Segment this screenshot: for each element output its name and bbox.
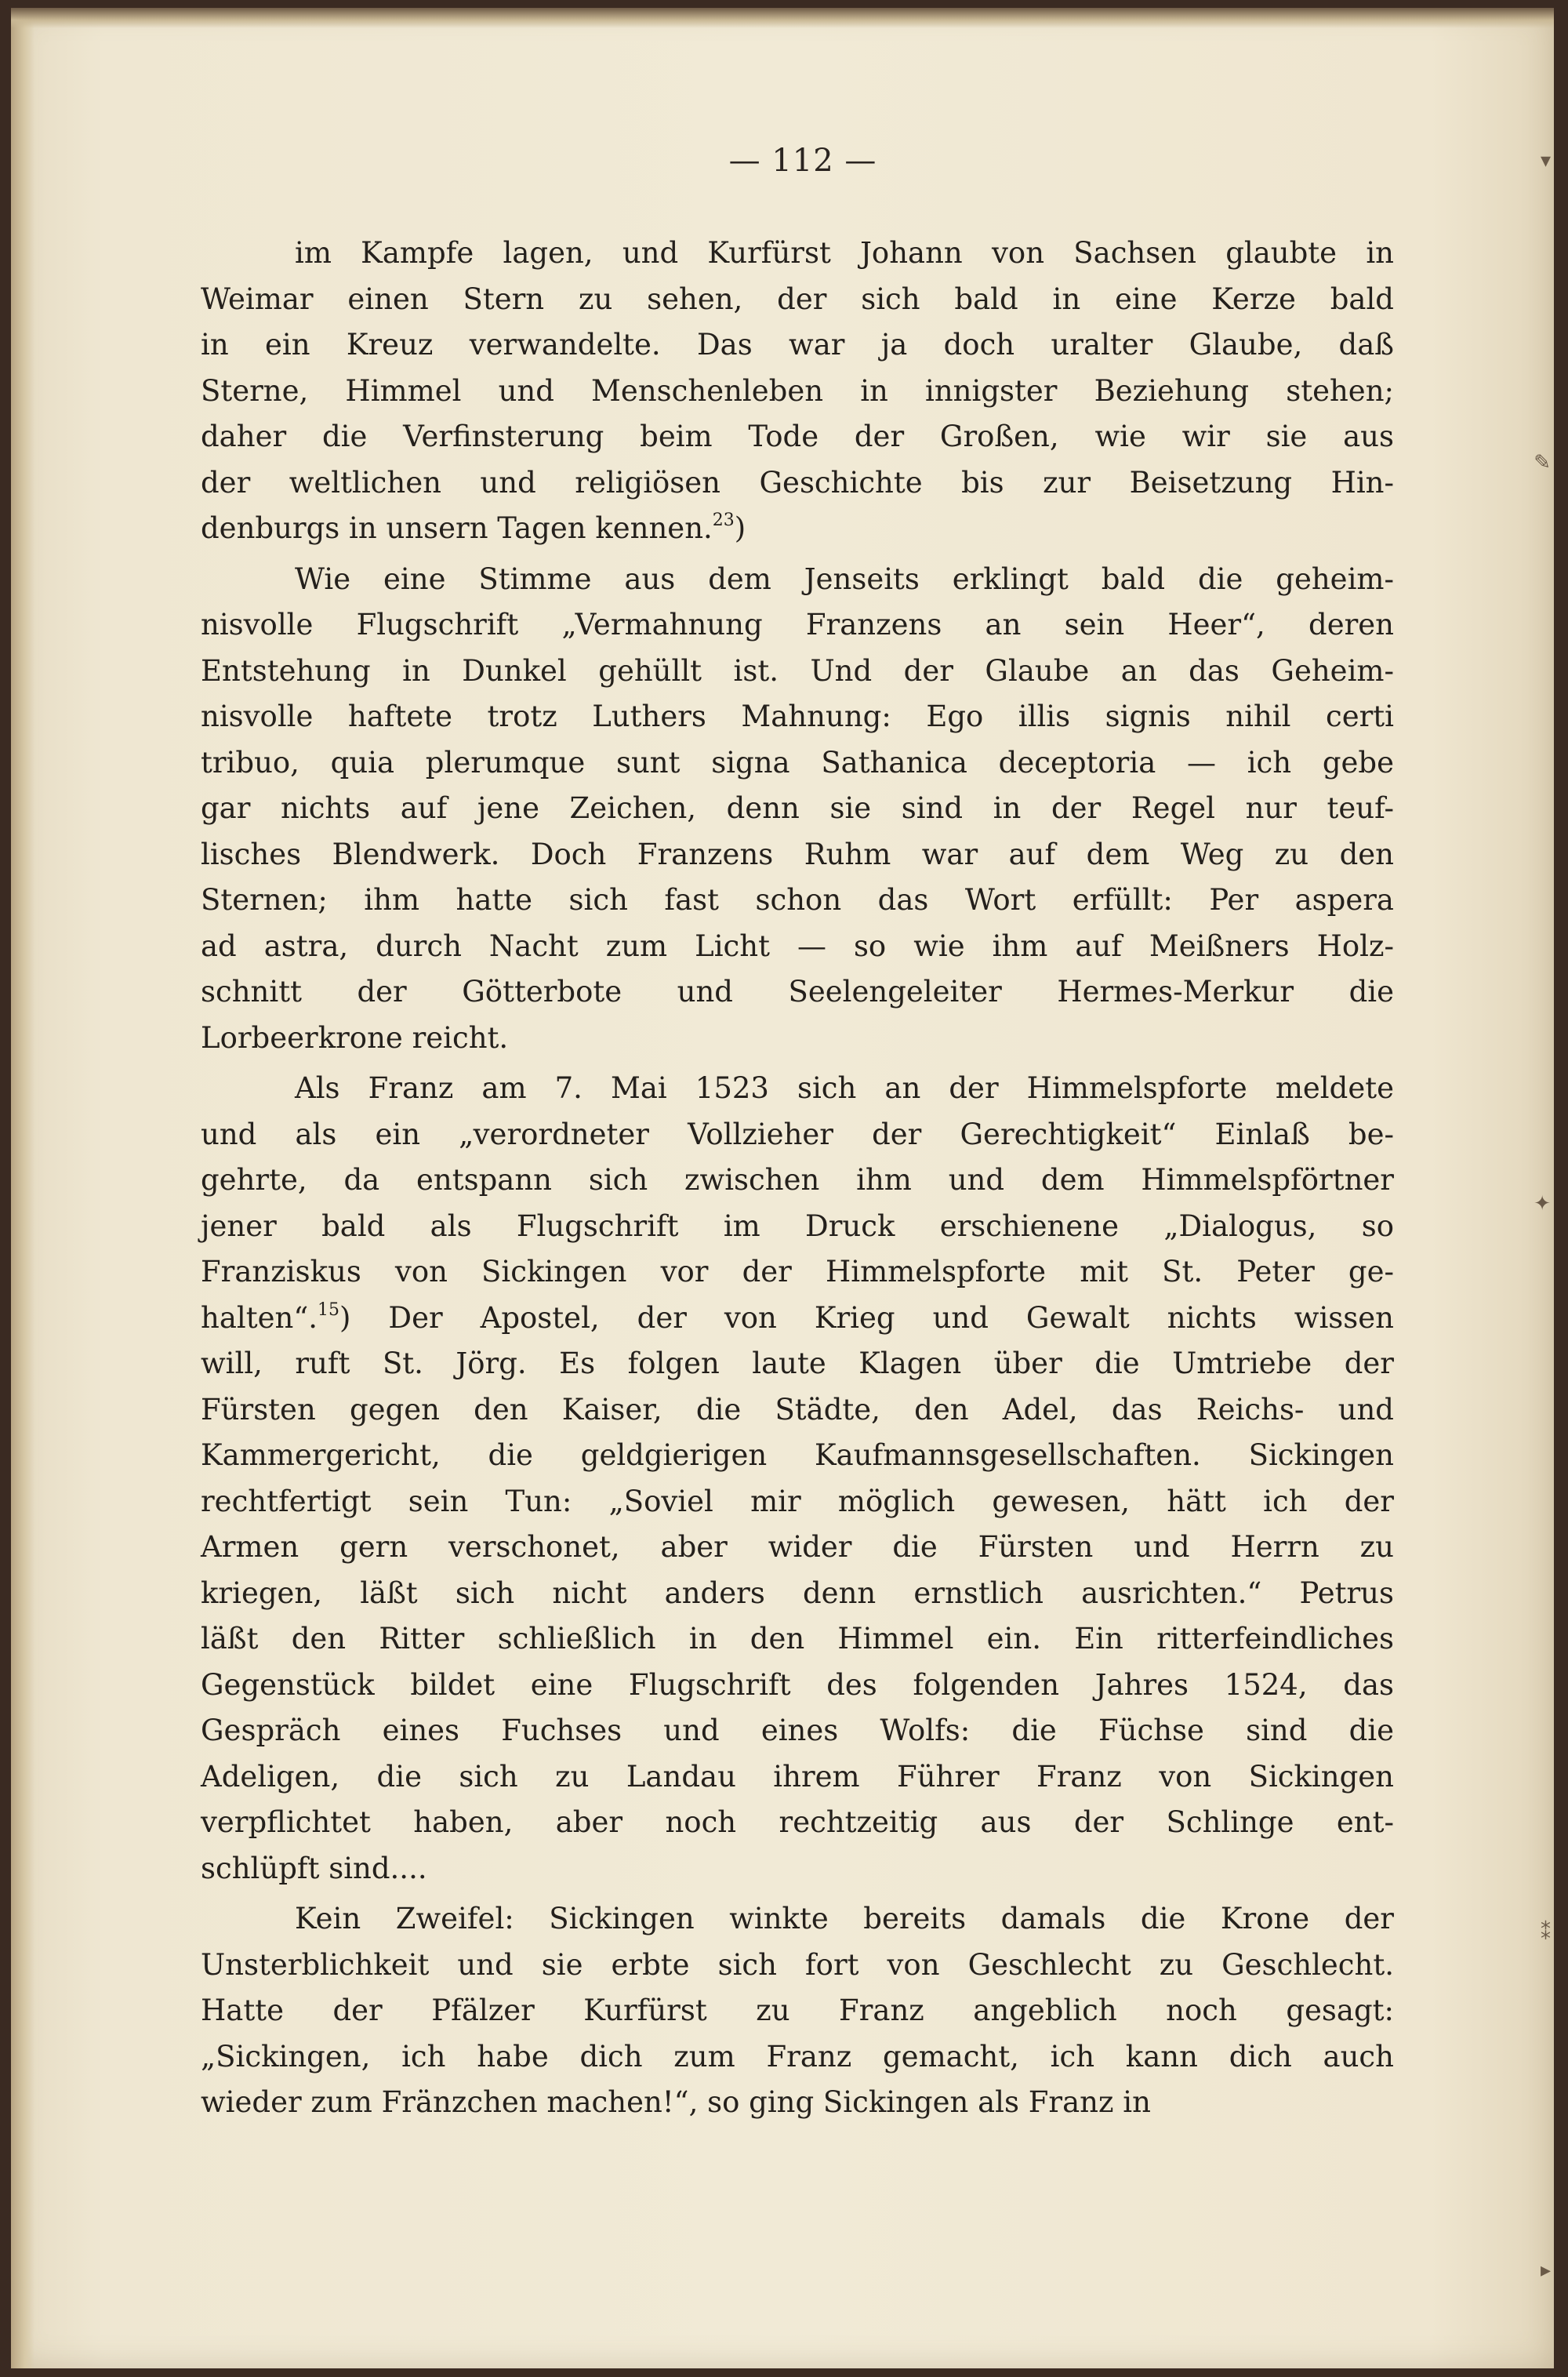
text-line bbox=[201, 969, 1394, 1016]
text-line bbox=[201, 369, 1394, 415]
text-line bbox=[201, 231, 1394, 277]
text-line bbox=[201, 1708, 1394, 1754]
footnote-ref: 15 bbox=[318, 1299, 339, 1320]
line-text: Kein Zweifel: Sickingen winkte bereits damals die Krone der bbox=[295, 1902, 1394, 1935]
page-top-edge bbox=[11, 8, 1554, 28]
line-text: schnitt der Götterbote und Seelengeleiter Hermes-Merkur die bbox=[201, 975, 1394, 1009]
page-gutter bbox=[11, 8, 34, 2368]
text-line bbox=[201, 1800, 1394, 1846]
paragraph bbox=[201, 231, 1394, 552]
line-text: Sterne, Himmel und Menschenleben in innigster Beziehung stehen; bbox=[201, 373, 1394, 408]
line-text: denburgs in unsern Tagen kennen. bbox=[201, 511, 713, 545]
line-text: nisvolle Flugschrift „Vermahnung Franzens an sein Heer“, deren bbox=[201, 608, 1394, 641]
line-text-continuation: ) bbox=[734, 511, 746, 545]
book-page bbox=[11, 8, 1554, 2368]
text-line bbox=[201, 322, 1394, 369]
text-line bbox=[201, 1988, 1394, 2034]
text-line bbox=[201, 557, 1394, 603]
line-text: Weimar einen Stern zu sehen, der sich bald in eine Kerze bald bbox=[201, 282, 1394, 316]
line-text: wieder zum Fränzchen machen!“, so ging Sickingen als Franz in bbox=[201, 2085, 1151, 2119]
line-text: Gegenstück bildet eine Flugschrift des folgenden Jahres 1524, das bbox=[201, 1667, 1394, 1702]
text-line bbox=[201, 1158, 1394, 1204]
text-line bbox=[201, 1663, 1394, 1709]
margin-mark-icon: ✎ bbox=[1534, 451, 1551, 474]
line-text: Armen gern verschonet, aber wider die Fürsten und Herrn zu bbox=[201, 1530, 1394, 1564]
text-line bbox=[201, 1296, 1394, 1342]
text-line bbox=[201, 1754, 1394, 1801]
body-text bbox=[201, 231, 1394, 2126]
line-text: Adeligen, die sich zu Landau ihrem Führer Franz von Sickingen bbox=[201, 1759, 1394, 1794]
text-line bbox=[201, 414, 1394, 460]
text-line bbox=[201, 2080, 1394, 2126]
text-line bbox=[201, 878, 1394, 924]
line-text: nisvolle haftete trotz Luthers Mahnung: Ego illis signis nihil certi bbox=[201, 700, 1394, 733]
margin-mark-icon: ▸ bbox=[1540, 2259, 1551, 2282]
line-text: Unsterblichkeit und sie erbte sich fort von Geschlecht zu Geschlecht. bbox=[201, 1947, 1394, 1982]
line-text: „Sickingen, ich habe dich zum Franz gemacht, ich kann dich auch bbox=[201, 2039, 1394, 2074]
line-text: schlüpft sind.... bbox=[201, 1851, 427, 1885]
paragraph bbox=[201, 557, 1394, 1062]
line-text: in ein Kreuz verwandelte. Das war ja doch uralter Glaube, daß bbox=[201, 328, 1394, 362]
text-line bbox=[201, 924, 1394, 970]
paragraph bbox=[201, 1066, 1394, 1892]
text-line bbox=[201, 506, 1394, 552]
text-line bbox=[201, 740, 1394, 787]
footnote-ref: 23 bbox=[712, 511, 735, 530]
line-text: Sternen; ihm hatte sich fast schon das Wort erfüllt: Per aspera bbox=[201, 883, 1394, 917]
margin-mark-icon: ⁑ bbox=[1541, 1921, 1551, 1945]
text-line bbox=[201, 786, 1394, 832]
text-line bbox=[201, 694, 1394, 740]
text-line bbox=[201, 1066, 1394, 1112]
line-text: Hatte der Pfälzer Kurfürst zu Franz angeblich noch gesagt: bbox=[201, 1994, 1394, 2027]
line-text: halten“. bbox=[201, 1300, 318, 1335]
line-text: daher die Verfinsterung beim Tode der Großen, wie wir sie aus bbox=[201, 420, 1394, 453]
text-line bbox=[201, 2034, 1394, 2081]
line-text: verpflichtet haben, aber noch rechtzeitig aus der Schlinge ent- bbox=[201, 1805, 1394, 1839]
text-line bbox=[201, 1846, 1394, 1892]
line-text-continuation: ) Der Apostel, der von Krieg und Gewalt nichts wissen bbox=[339, 1300, 1394, 1335]
line-text: Lorbeerkrone reicht. bbox=[201, 1020, 509, 1055]
line-text: Kammergericht, die geldgierigen Kaufmannsgesellschaften. Sickingen bbox=[201, 1438, 1394, 1472]
text-line bbox=[201, 1525, 1394, 1571]
line-text: Entstehung in Dunkel gehüllt ist. Und der Glaube an das Geheim- bbox=[201, 653, 1394, 688]
line-text: kriegen, läßt sich nicht anders denn ernstlich ausrichten.“ Petrus bbox=[201, 1576, 1394, 1610]
text-line bbox=[201, 1479, 1394, 1525]
text-line bbox=[201, 649, 1394, 695]
line-text: im Kampfe lagen, und Kurfürst Johann von Sachsen glaubte in bbox=[295, 236, 1394, 270]
line-text: Franziskus von Sickingen vor der Himmelspforte mit St. Peter ge- bbox=[201, 1255, 1394, 1288]
line-text: läßt den Ritter schließlich in den Himmel ein. Ein ritterfeindliches bbox=[201, 1622, 1394, 1656]
text-line bbox=[201, 1616, 1394, 1663]
line-text: ad astra, durch Nacht zum Licht — so wie ihm auf Meißners Holz- bbox=[201, 929, 1394, 963]
line-text: gehrte, da entspann sich zwischen ihm und dem Himmelspförtner bbox=[201, 1163, 1394, 1197]
line-text: rechtfertigt sein Tun: „Soviel mir möglich gewesen, hätt ich der bbox=[201, 1484, 1394, 1518]
text-line bbox=[201, 1249, 1394, 1296]
line-text: lisches Blendwerk. Doch Franzens Ruhm war auf dem Weg zu den bbox=[201, 837, 1394, 871]
line-text: jener bald als Flugschrift im Druck erschienene „Dialogus, so bbox=[201, 1208, 1394, 1243]
text-line bbox=[201, 1016, 1394, 1062]
text-line bbox=[201, 832, 1394, 878]
line-text: Gespräch eines Fuchses und eines Wolfs: die Füchse sind die bbox=[201, 1714, 1394, 1747]
text-line bbox=[201, 1387, 1394, 1434]
margin-mark-icon: ✦ bbox=[1534, 1192, 1551, 1216]
text-line bbox=[201, 1571, 1394, 1617]
text-line bbox=[201, 460, 1394, 507]
margin-mark-icon: ▾ bbox=[1540, 149, 1551, 173]
text-line bbox=[201, 277, 1394, 323]
text-line bbox=[201, 602, 1394, 649]
text-line bbox=[201, 1204, 1394, 1250]
text-line bbox=[201, 1341, 1394, 1387]
paragraph bbox=[201, 1896, 1394, 2126]
line-text: und als ein „verordneter Vollzieher der Gerechtigkeit“ Einlaß be- bbox=[201, 1117, 1394, 1151]
page-number: — 112 — bbox=[728, 143, 877, 179]
text-line bbox=[201, 1943, 1394, 1989]
line-text: gar nichts auf jene Zeichen, denn sie sind in der Regel nur teuf- bbox=[201, 791, 1394, 825]
line-text: der weltlichen und religiösen Geschichte bis zur Beisetzung Hin- bbox=[201, 465, 1394, 500]
text-line bbox=[201, 1896, 1394, 1943]
line-text: Als Franz am 7. Mai 1523 sich an der Himmelspforte meldete bbox=[295, 1071, 1394, 1105]
text-line bbox=[201, 1433, 1394, 1479]
line-text: Wie eine Stimme aus dem Jenseits erklingt bald die geheim- bbox=[295, 562, 1394, 596]
line-text: Fürsten gegen den Kaiser, die Städte, den Adel, das Reichs- und bbox=[201, 1392, 1394, 1427]
text-line bbox=[201, 1112, 1394, 1158]
line-text: will, ruft St. Jörg. Es folgen laute Klagen über die Umtriebe der bbox=[201, 1347, 1394, 1380]
line-text: tribuo, quia plerumque sunt signa Sathanica deceptoria — ich gebe bbox=[201, 745, 1394, 780]
